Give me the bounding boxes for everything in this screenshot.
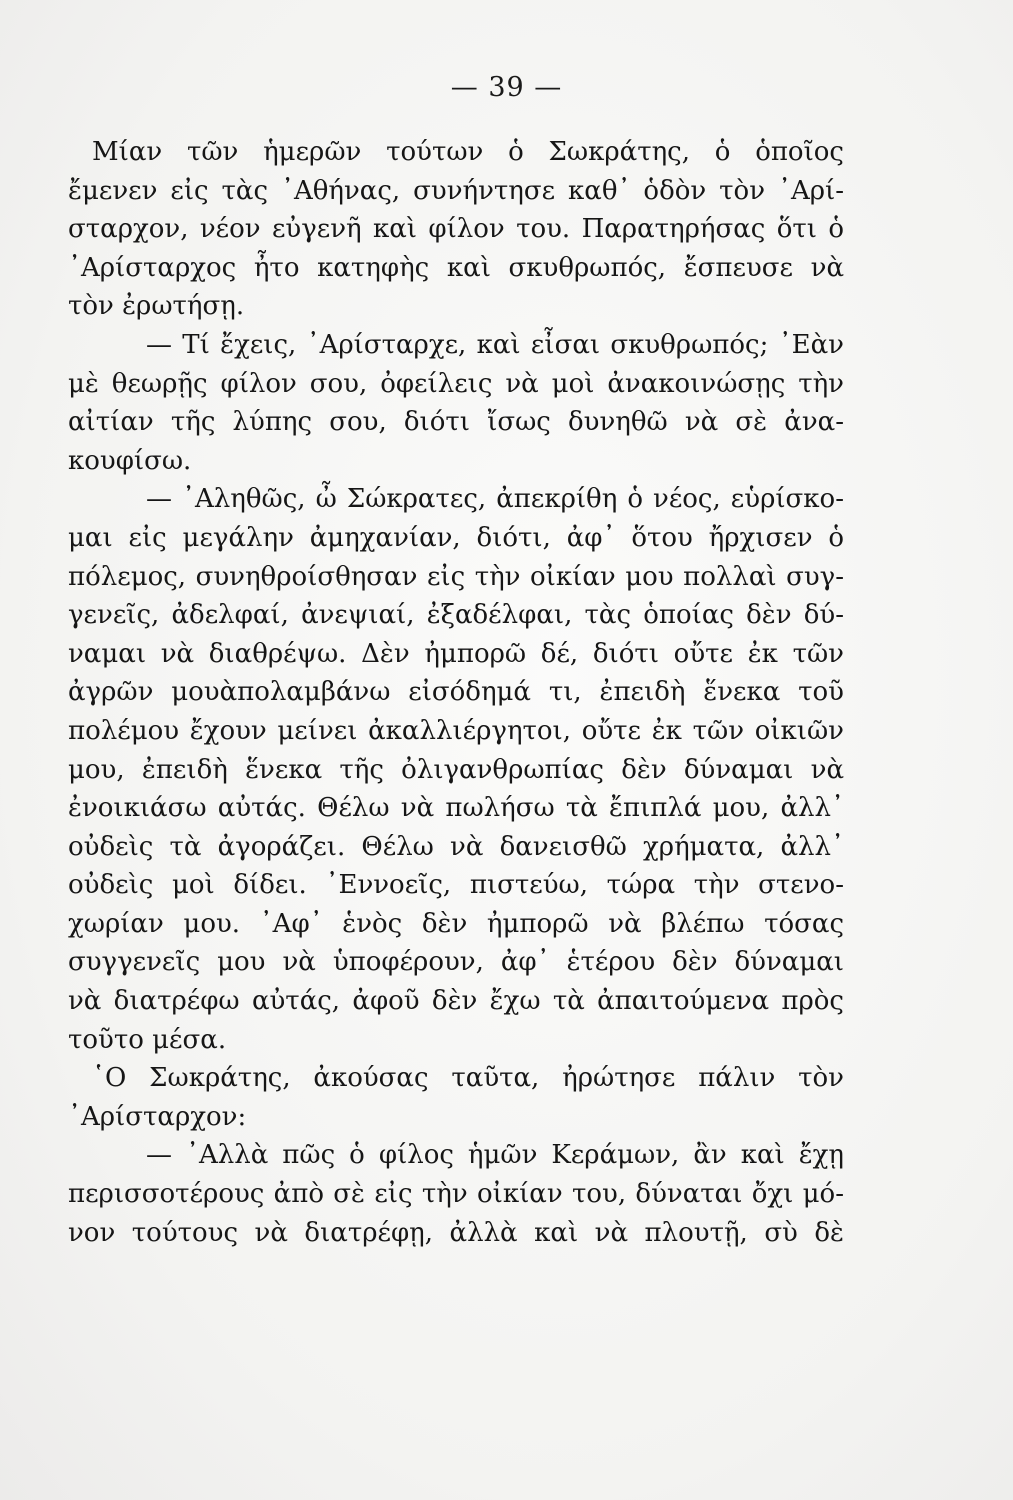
- text-line: ᾿Αρίσταρχον:: [68, 1101, 247, 1132]
- text-line: χωρίαν μου. ᾿Αφ᾿ ἑνὸς δὲν ἠμπορῶ νὰ βλέπω τόσας: [68, 908, 844, 939]
- text-line: μου, ἐπειδὴ ἕνεκα τῆς ὀλιγανθρωπίας δὲν δύναμαι νὰ: [68, 754, 844, 785]
- text-line: — Τί ἔχεις, ᾿Αρίσταρχε, καὶ εἶσαι σκυθρωπός; ᾿Εὰν: [146, 329, 844, 360]
- text-line: περισσοτέρους ἀπὸ σὲ εἰς τὴν οἰκίαν του, δύναται ὄχι μό-: [68, 1179, 844, 1210]
- text-line: σταρχον, νέον εὐγενῆ καὶ φίλον του. Παρατηρήσας ὅτι ὁ: [68, 214, 844, 245]
- text-line: πόλεμος, συνηθροίσθησαν εἰς τὴν οἰκίαν μου πολλαὶ συγ-: [68, 561, 844, 592]
- text-line: αἰτίαν τῆς λύπης σου, διότι ἴσως δυνηθῶ νὰ σὲ ἀνα-: [68, 407, 844, 438]
- text-line: — ᾿Αλλὰ πῶς ὁ φίλος ἡμῶν Κεράμων, ἂν καὶ ἔχῃ: [146, 1140, 844, 1171]
- page-number: — 39 —: [450, 72, 563, 103]
- text-line: ᾿Αρίσταρχος ἦτο κατηφὴς καὶ σκυθρωπός, ἔσπευσε νὰ: [68, 252, 844, 283]
- text-line: ἔμενεν εἰς τὰς ᾿Αθήνας, συνήντησε καθ᾿ ὁδὸν τὸν ᾿Αρί-: [68, 175, 844, 206]
- text-line: νὰ διατρέφω αὐτάς, ἀφοῦ δὲν ἔχω τὰ ἀπαιτούμενα πρὸς: [68, 986, 844, 1017]
- text-line: τοῦτο μέσα.: [68, 1024, 227, 1055]
- text-line: μαι εἰς μεγάλην ἀμηχανίαν, διότι, ἀφ᾿ ὅτου ἤρχισεν ὁ: [68, 522, 844, 553]
- text-line: νον τούτους νὰ διατρέφῃ, ἀλλὰ καὶ νὰ πλουτῇ, σὺ δὲ: [68, 1217, 844, 1248]
- text-line: συγγενεῖς μου νὰ ὑποφέρουν, ἀφ᾿ ἑτέρου δὲν δύναμαι: [68, 947, 844, 978]
- text-line: ἀγρῶν μουὰπολαμβάνω εἰσόδημά τι, ἐπειδὴ ἕνεκα τοῦ: [68, 677, 844, 708]
- text-line: πολέμου ἔχουν μείνει ἀκαλλιέργητοι, οὔτε ἐκ τῶν οἰκιῶν: [68, 715, 844, 746]
- text-line: οὐδεὶς τὰ ἀγοράζει. Θέλω νὰ δανεισθῶ χρήματα, ἀλλ᾿: [68, 831, 844, 862]
- text-line: γενεῖς, ἀδελφαί, ἀνεψιαί, ἐξαδέλφαι, τὰς ὁποίας δὲν δύ-: [68, 600, 844, 631]
- text-line: — ᾿Αληθῶς, ὦ Σώκρατες, ἀπεκρίθη ὁ νέος, εὑρίσκο-: [146, 484, 844, 515]
- text-line: οὐδεὶς μοὶ δίδει. ᾿Εννοεῖς, πιστεύω, τώρα τὴν στενο-: [68, 870, 844, 901]
- text-line: κουφίσω.: [68, 445, 192, 476]
- text-line: μὲ θεωρῇς φίλον σου, ὀφείλεις νὰ μοὶ ἀνακοινώσῃς τὴν: [68, 368, 844, 399]
- text-line: Μίαν τῶν ἡμερῶν τούτων ὁ Σωκράτης, ὁ ὁποῖος: [92, 137, 844, 167]
- text-line: ἐνοικιάσω αὐτάς. Θέλω νὰ πωλήσω τὰ ἔπιπλά μου, ἀλλ᾿: [68, 793, 844, 824]
- body-text: [68, 133, 844, 1252]
- text-line: ναμαι νὰ διαθρέψω. Δὲν ἠμπορῶ δέ, διότι οὔτε ἐκ τῶν: [68, 638, 844, 669]
- text-line: τὸν ἐρωτήσῃ.: [68, 291, 245, 322]
- text-line: ῾Ο Σωκράτης, ἀκούσας ταῦτα, ἠρώτησε πάλιν τὸν: [92, 1063, 844, 1094]
